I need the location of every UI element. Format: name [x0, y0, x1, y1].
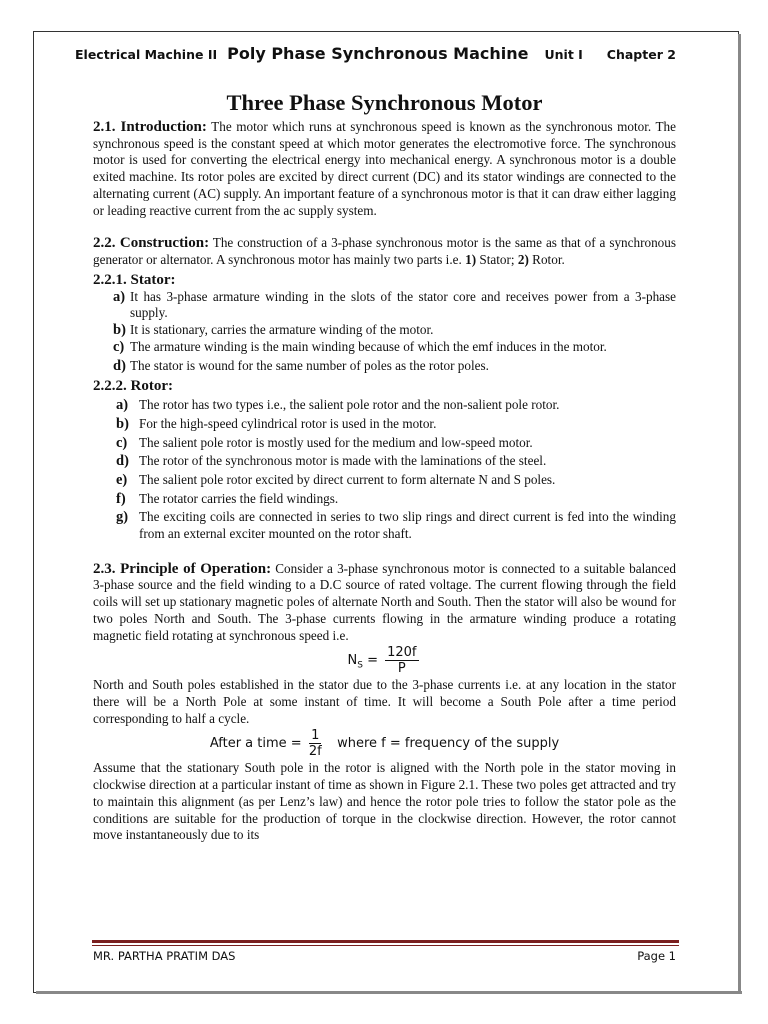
equation-lhs: N: [347, 653, 358, 669]
header-chapter: Chapter 2: [606, 47, 676, 62]
equation-fraction: [309, 728, 322, 759]
construction-heading: 2.2. Construction:: [93, 235, 210, 252]
footer-rule-thin: [92, 945, 679, 946]
page-footer: [93, 949, 676, 963]
list-item-text: The armature winding is the main winding because of which the emf induces in the motor.: [130, 338, 607, 354]
list-item-text: The rotor of the synchronous motor is made with the laminations of the steel.: [139, 453, 547, 469]
list-item: [93, 289, 676, 322]
construction-text: The construction of a 3-phase synchronous motor is the same as that of a synchronous generator or alternator. A synchronous motor has mainly two parts i.e.: [93, 235, 676, 267]
list-item-label: f): [116, 490, 126, 507]
principle-text-1: Consider a 3-phase synchronous motor is connected to a suitable balanced 3-phase source and the field winding to a D.C source of rated voltage. The current flowing through the field coils will set up stationary magnetic poles of alternate North and South. Then the stator will also be wound for two poles North and South. The 3-phase currents flowing in the armature winding produce a rotating magnetic field rotating at synchronous speed i.e.: [93, 560, 676, 643]
running-header: [75, 44, 695, 70]
list-item: [93, 491, 676, 508]
list-item-text: The salient pole rotor excited by direct current to form alternate N and S poles.: [139, 471, 556, 487]
list-item: [93, 509, 676, 542]
section-introduction: [93, 119, 676, 219]
fraction-numerator: 1: [311, 728, 320, 744]
introduction-heading: 2.1. Introduction:: [93, 119, 207, 135]
list-item-text: The exciting coils are connected in series to two slip rings and direct current is fed into the winding from an external exciter mounted on the rotor shaft.: [139, 509, 676, 542]
list-item: [93, 472, 676, 489]
page-content: [93, 89, 676, 844]
equation-rhs: where f = frequency of the supply: [337, 736, 560, 752]
list-item-text: It is stationary, carries the armature winding of the motor.: [130, 322, 434, 338]
list-item-text: The rotor has two types i.e., the salient pole rotor and the non-salient pole rotor.: [139, 397, 560, 413]
footer-rule: [92, 940, 679, 943]
list-item-text: The rotator carries the field windings.: [139, 490, 339, 506]
construction-part1-number: 1): [465, 251, 477, 267]
list-item-text: For the high-speed cylindrical rotor is used in the motor.: [139, 415, 437, 431]
footer-page-number: Page 1: [637, 949, 676, 963]
equation-lhs-subscript: S: [357, 660, 363, 671]
list-item-label: b): [113, 322, 126, 339]
fraction-denominator: P: [397, 661, 406, 677]
equation-lhs: After a time =: [209, 736, 306, 752]
fraction-denominator: 2f: [308, 744, 322, 760]
stator-heading: 2.2.1. Stator:: [93, 271, 176, 288]
list-item: [93, 435, 676, 452]
list-item-label: d): [116, 453, 129, 470]
principle-heading: 2.3. Principle of Operation:: [93, 560, 272, 577]
list-item: [93, 339, 676, 356]
header-unit: Unit I: [544, 47, 583, 62]
list-item-label: a): [113, 288, 126, 305]
list-item: [93, 397, 676, 414]
list-item-text: The stator is wound for the same number of poles as the rotor poles.: [130, 358, 489, 374]
list-item-text: The salient pole rotor is mostly used for the medium and low-speed motor.: [139, 434, 533, 450]
header-topic: Poly Phase Synchronous Machine: [227, 44, 529, 63]
footer-author: MR. PARTHA PRATIM DAS: [93, 949, 236, 963]
page-title: Three Phase Synchronous Motor: [226, 90, 543, 115]
construction-part2: Rotor.: [528, 251, 565, 267]
list-item-label: d): [113, 358, 126, 375]
half-cycle-equation: [93, 728, 676, 759]
list-item-label: e): [116, 471, 128, 488]
equation-fraction: [385, 645, 418, 676]
list-item-label: c): [113, 338, 125, 355]
list-item-text: It has 3-phase armature winding in the slots of the stator core and receives power from a 3-phase supply.: [130, 288, 676, 321]
synchronous-speed-equation: [93, 645, 676, 676]
rotor-list: [93, 397, 676, 543]
list-item: [93, 453, 676, 470]
section-principle: [93, 561, 676, 645]
list-item: [93, 358, 676, 375]
page-border-shadow-right: [738, 34, 741, 994]
section-construction: [93, 235, 676, 268]
fraction-numerator: 120f: [387, 645, 417, 661]
list-item-label: b): [116, 415, 129, 432]
list-item-label: c): [116, 434, 128, 451]
list-item-label: a): [116, 397, 129, 414]
rotor-heading: 2.2.2. Rotor:: [93, 378, 173, 395]
principle-paragraph-3: Assume that the stationary South pole in the rotor is aligned with the North pole in the stator moving in clockwise direction at a particular instant of time as shown in Figure 2.1. These two poles get attracted and try to maintain this alignment (as per Lenz’s law) and hence the rotor pole tries to follow the stator pole as the conditions are suitable for the production of torque in the clockwise direction. However, the rotor cannot move instantaneously due to its: [93, 760, 676, 843]
stator-list: [93, 289, 676, 376]
list-item: [93, 416, 676, 433]
page-border-shadow: [36, 991, 742, 994]
equation-equals: =: [362, 653, 383, 669]
construction-part1: Stator;: [476, 251, 518, 267]
list-item-label: g): [116, 509, 129, 526]
principle-paragraph-2: North and South poles established in the stator due to the 3-phase currents i.e. at any location in the stator there will be a North Pole at some instant of time. It will become a South Pole after a time period corresponding to half a cycle.: [93, 677, 676, 726]
construction-part2-number: 2): [517, 251, 529, 267]
introduction-text: The motor which runs at synchronous speed is known as the synchronous motor. The synchronous speed is the constant speed at which motor generates the electromotive force. The synchronous motor is used for converting the electrical energy into mechanical energy. A synchronous motor is a double exited machine. Its rotor poles are excited by direct current (DC) and its stator windings are connected to the alternating current (AC) supply. An important feature of a synchronous motor is that it can draw either lagging or leading reactive current from the ac supply system.: [93, 119, 677, 218]
list-item: [93, 322, 676, 339]
header-subject: Electrical Machine II: [75, 47, 218, 62]
